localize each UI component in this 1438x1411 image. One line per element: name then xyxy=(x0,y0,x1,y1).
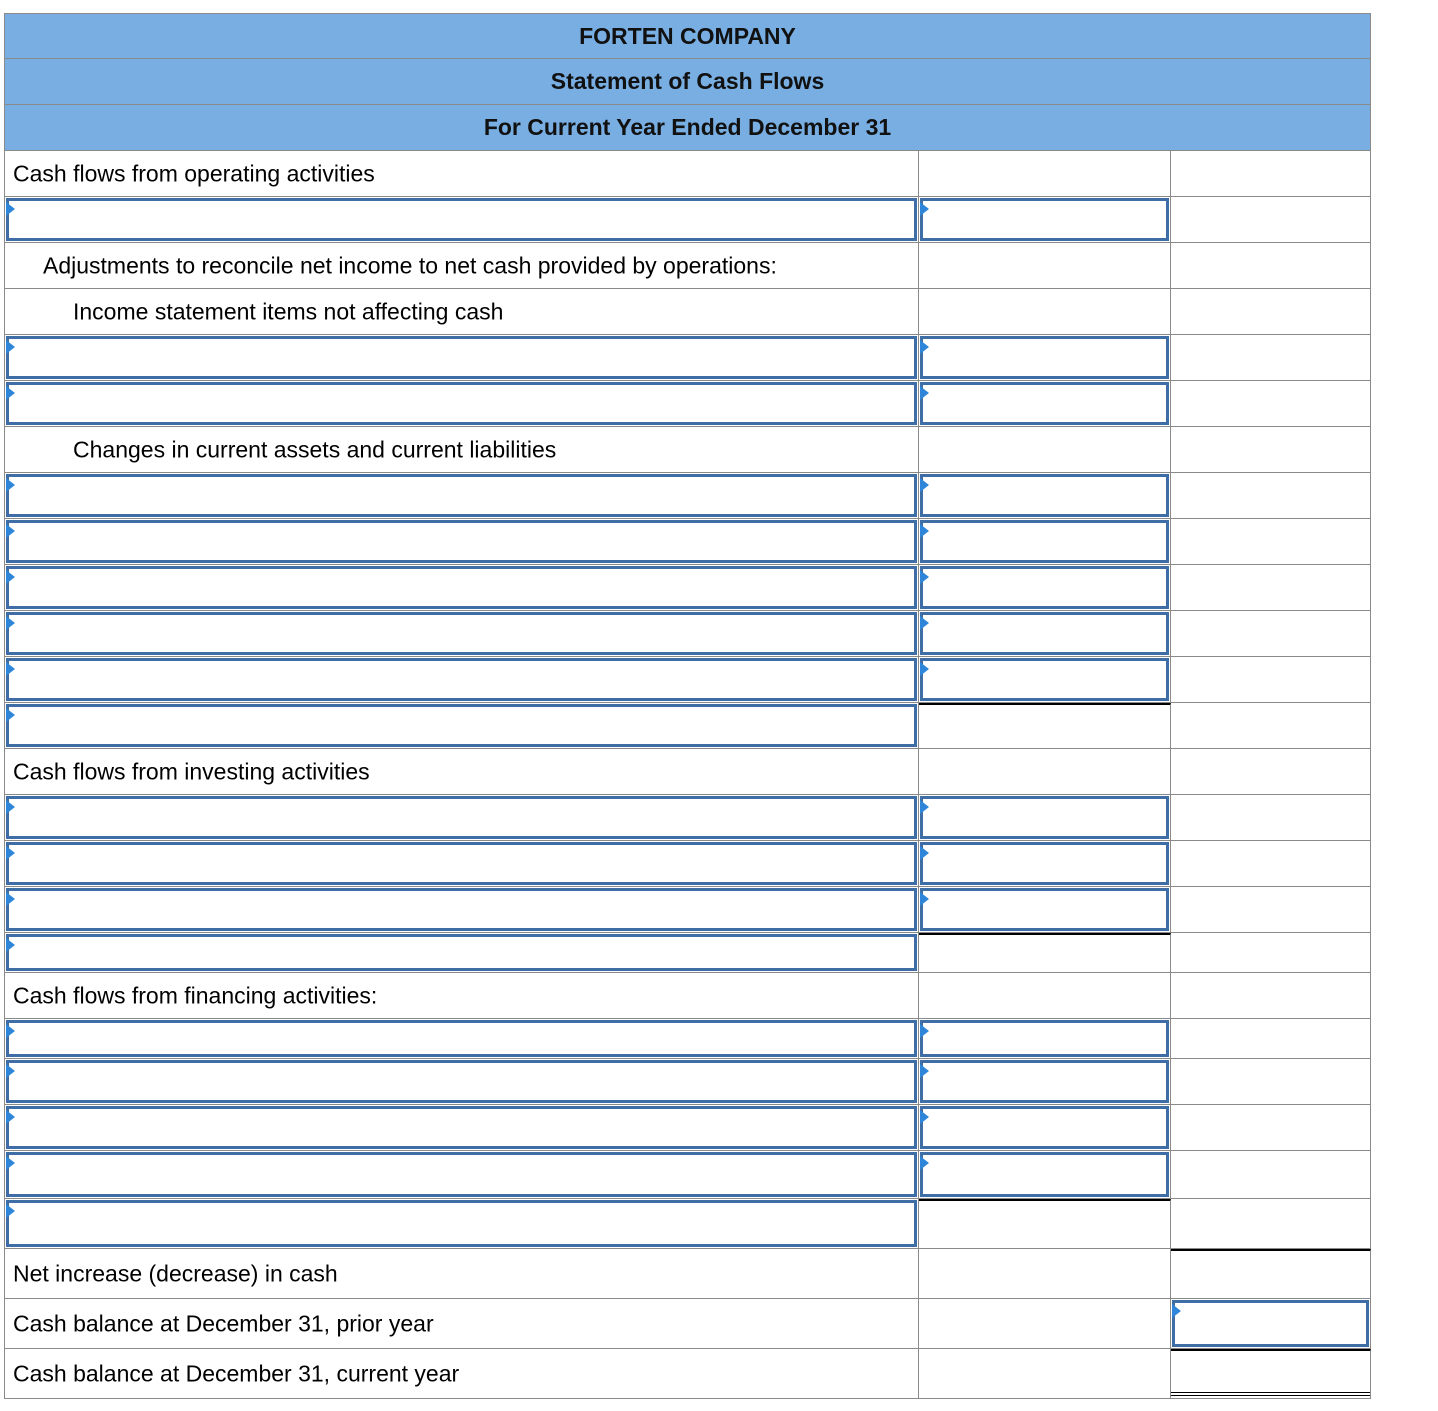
amount-input[interactable] xyxy=(920,658,1169,701)
statement-title: Statement of Cash Flows xyxy=(4,59,1371,105)
noncash-input-row xyxy=(4,335,1371,381)
investing-total-row xyxy=(4,933,1371,973)
net-change-label: Net increase (decrease) in cash xyxy=(13,1260,338,1286)
operating-total-row xyxy=(4,703,1371,749)
company-name: FORTEN COMPANY xyxy=(4,13,1371,59)
begin-cash-label: Cash balance at December 31, prior year xyxy=(13,1310,434,1336)
operating-label: Cash flows from operating activities xyxy=(13,160,375,186)
adjustments-label: Adjustments to reconcile net income to net cash provided by operations: xyxy=(43,252,777,278)
end-cash-row xyxy=(4,1349,1371,1399)
changes-label: Changes in current assets and current liabilities xyxy=(73,436,557,462)
amount-input[interactable] xyxy=(920,382,1169,425)
noncash-input-row xyxy=(4,381,1371,427)
statement-period: For Current Year Ended December 31 xyxy=(4,105,1371,151)
amount-input[interactable] xyxy=(920,796,1169,839)
amount-input[interactable] xyxy=(920,474,1169,517)
changes-input-row xyxy=(4,519,1371,565)
line-item-dropdown[interactable] xyxy=(6,1060,917,1103)
net-change-row xyxy=(4,1249,1371,1299)
changes-input-row xyxy=(4,657,1371,703)
line-item-dropdown[interactable] xyxy=(6,566,917,609)
investing-label: Cash flows from investing activities xyxy=(13,758,370,784)
section-investing xyxy=(4,749,1371,795)
begin-cash-input[interactable] xyxy=(1172,1300,1369,1347)
line-item-dropdown[interactable] xyxy=(6,658,917,701)
line-item-dropdown[interactable] xyxy=(6,1020,917,1057)
section-financing xyxy=(4,973,1371,1019)
line-item-dropdown[interactable] xyxy=(6,1106,917,1149)
amount-input[interactable] xyxy=(920,612,1169,655)
changes-input-row xyxy=(4,473,1371,519)
amount-input[interactable] xyxy=(920,1106,1169,1149)
amount-input[interactable] xyxy=(920,1020,1169,1057)
financing-input-row xyxy=(4,1105,1371,1151)
adjustments-row xyxy=(4,243,1371,289)
total-label-dropdown[interactable] xyxy=(6,934,917,971)
total-label-dropdown[interactable] xyxy=(6,704,917,747)
amount-input[interactable] xyxy=(920,520,1169,563)
begin-cash-row xyxy=(4,1299,1371,1349)
line-item-dropdown[interactable] xyxy=(6,198,917,241)
investing-input-row xyxy=(4,841,1371,887)
amount-input[interactable] xyxy=(920,566,1169,609)
amount-input[interactable] xyxy=(920,1060,1169,1103)
amount-input[interactable] xyxy=(920,1152,1169,1197)
amount-input[interactable] xyxy=(920,888,1169,931)
investing-input-row xyxy=(4,887,1371,933)
end-cash-total xyxy=(1171,1349,1371,1399)
line-item-dropdown[interactable] xyxy=(6,612,917,655)
line-item-dropdown[interactable] xyxy=(6,474,917,517)
financing-input-row xyxy=(4,1019,1371,1059)
changes-row xyxy=(4,427,1371,473)
financing-label: Cash flows from financing activities: xyxy=(13,982,378,1008)
line-item-dropdown[interactable] xyxy=(6,842,917,885)
line-item-dropdown[interactable] xyxy=(6,336,917,379)
line-item-dropdown[interactable] xyxy=(6,796,917,839)
amount-input[interactable] xyxy=(920,336,1169,379)
line-item-dropdown[interactable] xyxy=(6,1152,917,1197)
line-item-dropdown[interactable] xyxy=(6,888,917,931)
financing-total-row xyxy=(4,1199,1371,1249)
section-operating xyxy=(4,151,1371,197)
operating-input-row xyxy=(4,197,1371,243)
line-item-dropdown[interactable] xyxy=(6,520,917,563)
amount-input[interactable] xyxy=(920,842,1169,885)
changes-input-row xyxy=(4,611,1371,657)
financing-input-row xyxy=(4,1151,1371,1199)
financing-input-row xyxy=(4,1059,1371,1105)
total-label-dropdown[interactable] xyxy=(6,1200,917,1247)
cash-flow-statement xyxy=(4,13,1371,1399)
noncash-row xyxy=(4,289,1371,335)
investing-input-row xyxy=(4,795,1371,841)
amount-input[interactable] xyxy=(920,198,1169,241)
noncash-label: Income statement items not affecting cash xyxy=(73,298,504,324)
end-cash-label: Cash balance at December 31, current year xyxy=(13,1360,460,1386)
line-item-dropdown[interactable] xyxy=(6,382,917,425)
changes-input-row xyxy=(4,565,1371,611)
